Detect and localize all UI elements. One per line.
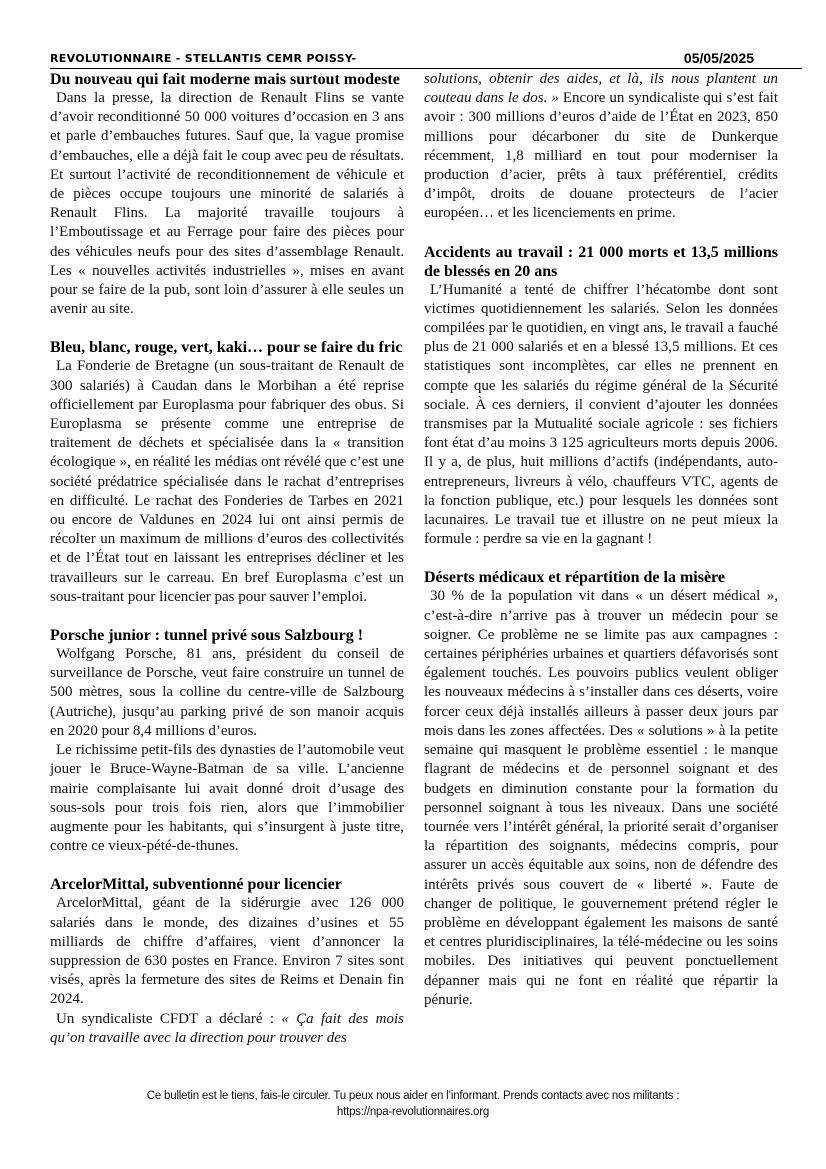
article-title: Du nouveau qui fait moderne mais surtout modeste xyxy=(50,71,400,88)
quote-intro: Un syndicaliste CFDT a déclaré : xyxy=(56,1010,282,1027)
article-arcelormittal-continued xyxy=(424,70,778,224)
article-paragraph: L’Humanité a tenté de chiffrer l’hécatombe dont sont victimes quotidiennement les salariés. Selon les données compilées par le quotidien, en vingt ans, le travail a fauché plus de 21 000 salariés et en a blessé 13,5 millions. Et ces statistiques sont incomplètes, car elles ne prennent en compte que les salariés du régime général de la Sécurité sociale. À ces derniers, il convient d’ajouter les données transmises par la Mutualité sociale agricole : ses fichiers font état d’au moins 3 125 agriculteurs morts depuis 2006. Il y a, de plus, huit millions d’actifs (indépendants, auto-entrepreneurs, livreurs à vélo, chauffeurs VTC, agents de la fonction publique, etc.) pour lesquels les données sont lacunaires. Le travail tue et illustre on ne peut mieux la formule : perdre sa vie en la gagnant ! xyxy=(424,281,778,548)
article-paragraph: La Fonderie de Bretagne (un sous-traitant de Renault de 300 salariés) à Caudan dans le Morbihan a été reprise officiellement par Europlasma pour fabriquer des obus. Si Europlasma se présente comme une entreprise de traitement de déchets et spécialisée dans la « transition écologique », en réalité les médias ont révélé que c’est une société prédatrice spécialisée dans le rachat d’entreprises en difficulté. Le rachat des Fonderies de Tarbes en 2021 ou encore de Valdunes en 2024 lui ont ainsi permis de récolter un maximum de millions d’euros des collectivités et de l’État tout en laissant les entreprises décliner et les travailleurs sur le carreau. En bref Europlasma c’est un sous-traitant pour licencier pas pour sauver l’emploi. xyxy=(50,358,404,605)
article-porsche xyxy=(50,626,404,856)
article-paragraph: Wolfgang Porsche, 81 ans, président du conseil de surveillance de Porsche, veut faire construire un tunnel de 500 mètres, sous la colline du centre-ville de Salzbourg (Autriche), jusqu’au parking privé de son manoir acquis en 2020 pour 8,4 millions d’euros. xyxy=(50,646,404,739)
right-column xyxy=(424,70,778,1010)
article-title: ArcelorMittal, subventionné pour licencier xyxy=(50,876,342,894)
bulletin-date: 05/05/2025 xyxy=(683,50,754,66)
article-paragraph: Dans la presse, la direction de Renault Flins se vante d’avoir reconditionné 50 000 voitures d’occasion en 3 ans et parle d’embauches futures. Sauf que, la vague promise d’embauches, elle a déjà fait le coup avec peu de résultats. Et surtout l’activité de reconditionnement de véhicule et de pièces occupe toujours une minorité de salariés à Renault Flins. La majorité travaille toujours à l’Emboutissage et au Ferrage pour faire des pièces pour des véhicules neufs pour des sites d’assemblage Renault. Les « nouvelles activités industrielles », mises en avant pour se faire de la pub, sont loin d’assurer à elle seules un avenir au site. xyxy=(50,90,404,318)
article-quote-paragraph xyxy=(50,1010,404,1048)
quote-italic: « Ça fait des mois qu’on travaille avec la direction pour trouver des xyxy=(50,1010,404,1046)
footer-link[interactable]: https://npa-revolutionnaires.org xyxy=(336,1106,490,1118)
left-column xyxy=(50,70,404,1048)
article-title: Bleu, blanc, rouge, vert, kaki… pour se faire du fric xyxy=(50,339,403,357)
article-paragraph: 30 % de la population vit dans « un désert médical », c’est-à-dire n’arrive pas à trouver un médecin pour se soigner. Ce problème ne se limite pas aux campagnes : certaines périphéries urbaines et quartiers défavorisés sont également touchés. Les pouvoirs publics veulent obliger les nouveaux médecins à s’installer dans ces déserts, voire forcer ceux déjà installés ailleurs à passer deux jours par mois dans les zones affectées. Des « solutions » à la petite semaine qui masquent le problème essentiel : le manque flagrant de médecins et de personnel soignant et des budgets en diminution constante pour la formation du personnel soignant à tous les niveaux. Dans une société tournée vers l’intérêt général, la priorité serait d’organiser la répartition des soignants, médecins compris, pour assurer un accès équitable aux soins, non de défendre des intérêts privés sous couvert de « liberté ». Faute de changer de politique, le gouvernement prétend régler le problème en développant également les maisons de santé et centres pluridisciplinaires, la télé-médecine ou les soins mobiles. Des initiatives qui peuvent ponctuellement dépanner mais qui ne font en réalité que répartir la pénurie. xyxy=(424,588,778,1008)
article-deserts-medicaux xyxy=(424,568,778,1009)
article-europlasma xyxy=(50,338,404,607)
page-header xyxy=(50,52,802,69)
article-paragraph-continued xyxy=(424,70,778,224)
quote-rest: Encore un syndicaliste qui s’est fait avoir : 300 millions d’euros d’aide de l’État en 2023, 850 millions pour décarboner du site de Dunkerque récemment, 1,8 milliard en tout pour moderniser la production d’acier, prêts à taux préférentiel, crédits d’impôt, droits de douane protecteurs de l’acier européen… et les licenciements en prime. xyxy=(424,90,778,222)
article-title: Déserts médicaux et répartition de la misère xyxy=(424,569,725,587)
footer-text: Ce bulletin est le tiens, fais-le circuler. Tu peux nous aider en l’informant. Prends contacts avec nos militants : xyxy=(146,1090,680,1102)
article-title: Accidents au travail : 21 000 morts et 13,5 millions de blessés en 20 ans xyxy=(424,243,778,280)
article-paragraph: ArcelorMittal, géant de la sidérurgie avec 126 000 salariés dans le monde, des dizaines d’usines et 55 milliards de chiffre d’affaires, vient d’annoncer la suppression de 630 postes en France. Environ 7 sites sont visés, après la fermeture des sites de Reims et Denain fin 2024. xyxy=(50,895,404,1008)
article-renault-flins xyxy=(50,70,404,319)
page-footer xyxy=(60,1088,766,1120)
article-title: Porsche junior : tunnel privé sous Salzbourg ! xyxy=(50,627,364,645)
article-accidents-travail xyxy=(424,243,778,550)
article-paragraph: Le richissime petit-fils des dynasties de l’automobile veut jouer le Bruce-Wayne-Batman de sa ville. L’ancienne mairie complaisante lui avait donné droit d’usage des sous-sols pour trois fois rien, alors que l’immobilier augmente pour les habitants, qui s’insurgent à juste titre, contre ce vieux-pété-de-thunes. xyxy=(50,742,404,855)
bulletin-title: REVOLUTIONNAIRE - STELLANTIS CEMR POISSY- xyxy=(50,52,357,65)
article-arcelormittal xyxy=(50,875,404,1048)
quote-italic: solutions, obtenir des aides, et là, ils nous plantent un couteau dans le dos. » xyxy=(424,71,778,107)
